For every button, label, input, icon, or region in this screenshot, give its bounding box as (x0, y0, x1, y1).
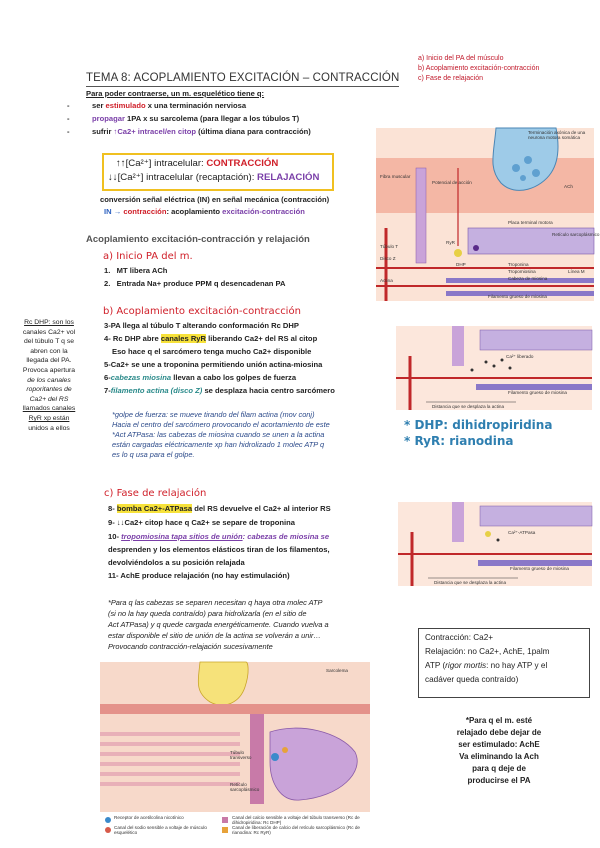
fig1-label-lineam: Línea M (568, 269, 585, 274)
step-6-c: llevan a cabo los golpes de fuerza (171, 373, 297, 382)
step-6-b: cabezas miosina (110, 373, 172, 382)
ca-line-2-b: RELAJACIÓN (257, 172, 320, 183)
intro-item-1 (92, 101, 246, 111)
step-7-c: se desplaza hacia centro sarcómero (202, 386, 335, 395)
footnote-section-c (108, 598, 408, 658)
fig1-label-ryr: RyR (446, 240, 455, 245)
side-note-l1: Rc DHP: son los (24, 319, 74, 326)
section-main-heading: Acoplamiento excitación-contracción y relajación (86, 234, 310, 245)
footnote-3: Act ATPasa) y q quede cargada energéticamente. Cuando vuelva a (108, 620, 329, 629)
step-4-c: liberando Ca2+ del RS al citop (206, 334, 318, 343)
abbrev-ryr: * RyR: rianodina (404, 434, 514, 448)
relax-note-6: producirse el PA (467, 776, 531, 785)
figure-2-drawing (396, 326, 592, 410)
section-a-item-1: 1. MT libera ACh (104, 266, 168, 275)
side-note-l2: canales Ca2+ vol (22, 328, 76, 336)
step-8-a: 8- (108, 504, 117, 513)
step-4 (104, 334, 317, 344)
intro-item-1-b: estimulado (105, 101, 146, 110)
relaxation-note (424, 716, 574, 796)
summary-atp-c: : no hay ATP y el (486, 661, 548, 670)
section-a-heading: a) Inicio PA del m. (103, 251, 193, 262)
step-7-b: filamento actina (disco Z) (110, 386, 203, 395)
relax-note-3: ser estimulado: AchE (458, 740, 540, 749)
fig1-label-dhp: DHP (456, 262, 466, 267)
section-b-heading: b) Acoplamiento excitación-contracción (103, 306, 301, 317)
step-10-cont-1: desprenden y los elementos elásticos tiran de los filamentos, (108, 545, 330, 554)
step-6 (104, 373, 296, 383)
conversion-line-1: conversión señal eléctrica (IN) en señal mecánica (contracción) (100, 195, 330, 204)
fig4-legend-4: Canal de liberación de calcio del retículo sarcoplásmico (Rc de rianodina: Rc RyR) (232, 825, 360, 835)
intro-item-1-c: x una terminación nerviosa (145, 101, 247, 110)
figure-relaxation (398, 502, 592, 586)
relax-note-2: relajado debe dejar de (456, 728, 542, 737)
summary-relajacion: Relajación: no Ca2+, AchE, 1palm (425, 647, 550, 656)
step-10-a: 10- (108, 532, 122, 541)
section-a-item-1-text: MT libera ACh (116, 266, 168, 275)
fig1-label-tropomiosina: Tropomiosina (508, 269, 536, 274)
ca-line-2-a: ↓↓[Ca²⁺] intracelular (recaptación): (108, 172, 258, 183)
section-a-item-2: 2. Entrada Na+ produce PPM q desencadenan PA (104, 279, 286, 288)
summary-atp-b: rigor mortis (445, 661, 487, 670)
page-title: TEMA 8: ACOPLAMIENTO EXCITACIÓN – CONTRACCIÓN (86, 72, 400, 84)
fig4-legend-2: Canal del sodio sensible a voltaje de músculo esquelético (114, 825, 207, 835)
figure-3-drawing (398, 502, 592, 586)
summary-atp (425, 661, 547, 670)
step-4-b: canales RyR (160, 334, 207, 343)
fig1-label-ach: ACh (564, 184, 573, 189)
step-10 (108, 532, 329, 542)
side-note-l4: abren con la (30, 347, 68, 355)
step-4-continued: Eso hace q el sarcómero tenga mucho Ca2+ disponible (112, 347, 312, 356)
intro-item-1-a: ser (92, 101, 106, 110)
figure-neuromuscular-junction (376, 128, 600, 301)
conversion-2-c: : acoplamiento (166, 207, 223, 216)
fig1-label-actina: Actina (380, 278, 393, 283)
summary-atp-a: ATP ( (425, 661, 446, 670)
fig1-label-fibra: Fibra muscular (380, 174, 411, 179)
fig1-label-tubulo: Túbulo T (380, 244, 399, 249)
step-6-a: 6- (104, 373, 111, 382)
step-10-cont-2: devolviéndolos a su posición relajada (108, 558, 245, 567)
side-note-l7: de los canales (27, 376, 71, 384)
side-note-l6: Provoca apertura (22, 366, 76, 374)
fig4-legend-3: Canal del calcio sensible a voltaje del túbulo transverso (Rc de dihidropiridina: Rc DHP) (232, 815, 360, 825)
fig1-label-terminacion: Terminación axónica de una neurona motora somática (528, 130, 586, 140)
intro-item-2-b: 1PA x su sarcolema (para llegar a los túbulos T) (124, 114, 300, 123)
step-8 (108, 504, 331, 514)
footnote-1: *Para q las cabezas se separen necesitan q haya otra molec ATP (108, 598, 323, 607)
step-10-b: tropomiosina tapa sitios de unión (121, 532, 243, 541)
fig1-label-cabeza: Cabeza de miosina (508, 276, 548, 281)
footnote-2: (si no la hay queda contraído) para hidrolizarla (en el sitio de (108, 609, 307, 618)
ca-line-relaxation (108, 172, 319, 183)
relax-note-5: para q deje de (472, 764, 526, 773)
ca-line-1-a: ↑↑[Ca²⁺] intracelular: (116, 158, 207, 169)
fig1-label-reticulo: Retículo sarcoplásmico (552, 232, 600, 237)
relax-note-4: Va eliminando la Ach (459, 752, 539, 761)
title-underline (86, 86, 399, 87)
intro-item-3-b: ↑Ca2+ intracel/en citop (113, 127, 197, 136)
summary-contraccion: Contracción: Ca2+ (425, 633, 494, 642)
step-8-c: del RS devuelve el Ca2+ al interior RS (192, 504, 331, 513)
section-a-item-2-text: Entrada Na+ produce PPM q desencadenan PA (116, 279, 286, 288)
step-8-b: bomba Ca2+-ATPasa (116, 504, 193, 513)
note-b-2: Hacia el centro del sarcómero provocando el acortamiento de este (112, 420, 330, 429)
side-note-l8: roporitantes de (26, 386, 72, 394)
figure-4-legend (100, 812, 370, 838)
abbreviations (404, 418, 594, 454)
ca-line-1-b: CONTRACCIÓN (206, 158, 279, 169)
side-note-l9: Ca2+ del RS (29, 395, 69, 403)
side-note-l12: unidos a ellos (28, 424, 70, 432)
fig3-label-distancia: Distancia que se desplaza la actina (434, 580, 507, 585)
fig3-label-ca: Ca²⁺-ATPasa (508, 530, 536, 535)
notes-section-b (112, 410, 382, 470)
summary-box (418, 628, 590, 698)
footnote-4: estar disponible el sitio de unión de la actina se volverán a unir… (108, 631, 321, 640)
note-b-3: *Act ATPasa: las cabezas de miosina cuando se unen a la actina (112, 430, 325, 439)
step-5: 5-Ca2+ se une a troponina permitiendo unión actina-miosina (104, 360, 323, 369)
conversion-line-2 (104, 207, 305, 217)
intro-heading: Para poder contraerse, un m. esquelético tiene q: (86, 89, 265, 98)
intro-item-3 (92, 127, 311, 137)
fig1-label-filamento: Filamento grueso de miosina (488, 294, 547, 299)
side-note-l10: llamados canales (22, 405, 76, 413)
fig2-label-ca: Ca²⁺ liberado (506, 354, 534, 359)
conversion-2-d: excitación-contracción (222, 207, 305, 216)
conversion-2-a: IN → (104, 207, 124, 216)
note-b-4: están cargadas eléctricamente xp han hidrolizado 1 molec ATP q (112, 440, 325, 449)
step-4-a: 4- Rc DHP abre (104, 334, 161, 343)
section-c-heading: c) Fase de relajación (104, 488, 207, 499)
side-note-l5: llegada del PA. (26, 357, 72, 365)
fig1-label-potencial: Potencial de acción (432, 180, 472, 185)
fig4-legend-1: Receptor de acetilcolina nicotínico (114, 815, 184, 820)
summary-cadaver: cadáver queda contraído) (425, 675, 519, 684)
section-legend (418, 54, 539, 84)
intro-item-3-c: (última diana para contracción) (196, 127, 311, 136)
step-11: 11- AchE produce relajación (no hay estimulación) (108, 571, 290, 580)
step-3: 3-PA llega al túbulo T alterando conformación Rc DHP (104, 321, 299, 330)
step-7-a: 7- (104, 386, 111, 395)
note-b-5: es lo q usa para el golpe. (112, 450, 195, 459)
calcium-summary-box (102, 153, 334, 191)
side-note-l11: RyR xp están (28, 414, 70, 422)
fig1-label-troponina: Troponina (508, 262, 529, 267)
ca-line-contraction (116, 158, 278, 169)
fig1-label-placa: Placa terminal motora (508, 220, 553, 225)
intro-item-2-a: propagar (92, 114, 125, 123)
fig4-label-reticulo: Retículo sarcoplásmico (230, 782, 260, 792)
relax-note-1: *Para q el m. esté (465, 716, 533, 725)
step-10-c: : cabezas de miosina se (242, 532, 330, 541)
fig3-label-filamento: Filamento grueso de miosina (510, 566, 569, 571)
intro-item-3-a: sufrir (92, 127, 114, 136)
figure-1-drawing (376, 128, 594, 301)
side-note-dhp (18, 318, 80, 433)
abbrev-dhp: * DHP: dihidropiridina (404, 418, 553, 432)
figure-contraction (396, 326, 592, 410)
legend-a: a) Inicio del PA del músculo (418, 55, 504, 62)
note-b-1: *golpe de fuerza: se mueve tirando del filam actina (mov conj) (112, 410, 315, 419)
fig2-label-distancia: Distancia que se desplaza la actina (432, 404, 505, 409)
fig4-label-sarcolema: Sarcolema (326, 668, 348, 673)
legend-c: c) Fase de relajación (418, 75, 483, 82)
fig2-label-filamento: Filamento grueso de miosina (508, 390, 567, 395)
side-note-l3: del túbulo T q se (23, 338, 74, 346)
conversion-2-b: contracción (123, 207, 167, 216)
legend-b: b) Acoplamiento excitación-contracción (418, 65, 540, 72)
footnote-5: Provocando contracción-relajación sucesivamente (108, 642, 273, 651)
step-7 (104, 386, 335, 396)
fig1-label-disco: Disco Z (380, 256, 396, 261)
fig4-label-tubulo: Túbulo transverso (230, 750, 252, 760)
step-9: 9- ↓↓Ca2+ citop hace q Ca2+ se separe de troponina (108, 518, 295, 527)
intro-item-2 (92, 114, 299, 124)
